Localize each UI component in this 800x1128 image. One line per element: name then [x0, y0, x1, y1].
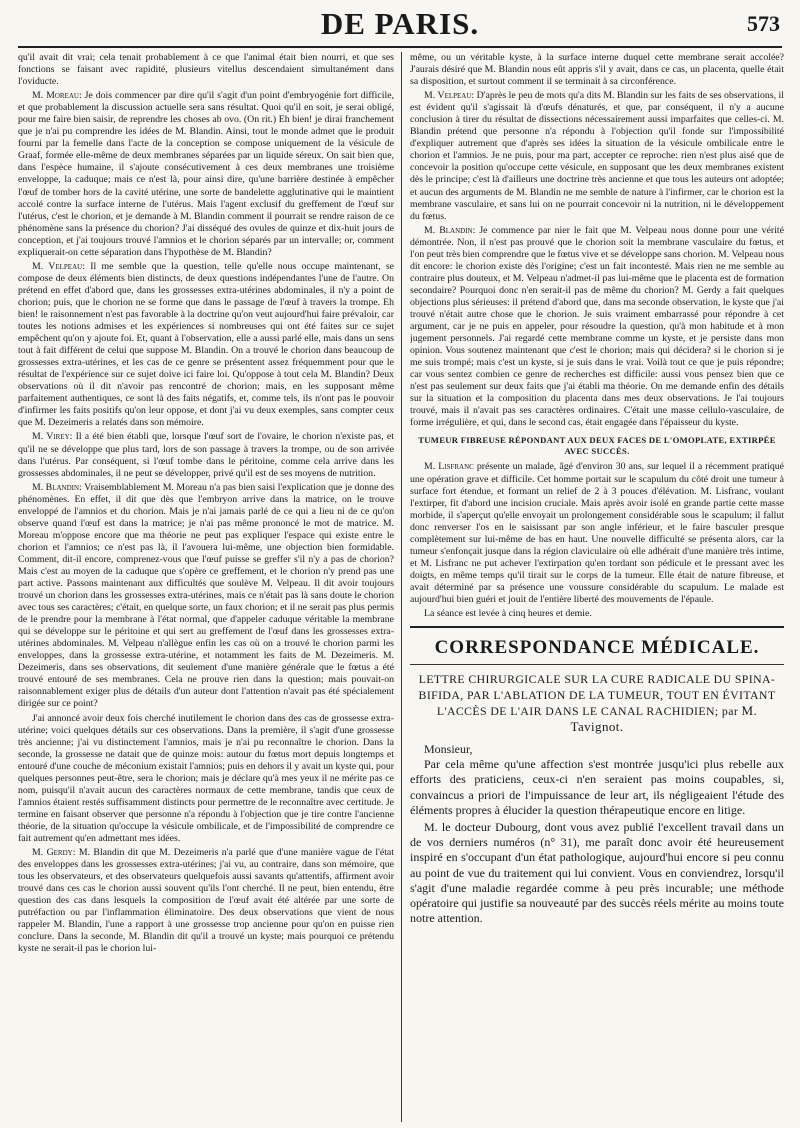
speaker-name: M. Gerdy — [32, 847, 73, 859]
case-heading: TUMEUR FIBREUSE RÉPONDANT AUX DEUX FACES DE L'OMOPLATE, EXTIRPÉE AVEC SUCCÈS. — [418, 435, 776, 457]
paragraph: qu'il avait dit vrai; cela tenait probablement à ce que l'animal était bien nourri, et que ses fonctions se faisant avec rapidité, plusieurs vitellus descendaient simultanément dans l'oviducte. — [18, 52, 394, 88]
paragraph: M. le docteur Dubourg, dont vous avez publié l'excellent travail dans un de vos derniers numéros (n° 31), me paraît donc avoir été heureusement inspiré en s'occupant d'un état pathologique, aujourd'hui encore si peu connu au point de vue du traitement qui lui convient. Vous en conviendrez, lorsqu'il s'agit d'une maladie regardée comme à peu près incurable; une méthode opératoire qui justifie sa nouveauté par des succès réels mérite au moins toute notre attention. — [410, 819, 784, 926]
paragraph: M. Blandin: Je commence par nier le fait que M. Velpeau nous donne pour une vérité démontrée. Non, il n'est pas prouvé que le chorion soit la membrane vasculaire du fœtus, et l'on peut très bien comprendre que le fœtus vive et se développe sans chorion. M. Velpeau nous dit encore: le chorion existe dès l'origine; c'est un fait incontesté. Mais rien ne me semble au contraire plus douteux, et M. Velpeau n'admet-il pas lui-même que le placenta est de formation secondaire? Pourquoi donc n'en serait-il pas de même du chorion? M. Gerdy a fait quelques objections plus sérieuses: il prétend d'abord que, dans ma seconde observation, le kyste que j'ai trouvé n'était autre chose que le chorion. Je suis vraiment embarrassé pour répondre à cet argument, car je ne puis en appeler, pour résoudre la question, qu'à mon habitude et à mon jugement personnels. J'ai regardé cette membrane comme un kyste, et je persiste dans mon opinion. Vous soutenez maintenant que c'est le chorion; mais qui décidera? si le chorion si je me suis trompé; mais c'est un kyste, si je suis dans le vrai. Voilà tout ce que je puis répondre; car vous sentez combien ce genre de recherches est difficile: aussi vous pensez bien que ce n'est pas seulement sur deux faits que j'ai établi ma théorie. On me demande enfin des détails sur la situation et la composition du placenta dans mes deux observations. Je l'ai toujours trouvé, mais il n'avait pas ses caractères ordinaires. C'était une masse cellulo-vasculaire, de forme irrégulière, et qui, dans le second cas, était engagée dans l'épaisseur du kyste. — [410, 224, 784, 429]
correspondence-section — [410, 626, 784, 926]
salutation: Monsieur, — [424, 742, 473, 757]
paragraph: M. Virey: Il a été bien établi que, lorsque l'œuf sort de l'ovaire, le chorion n'existe pas, et qu'il ne se développe que plus tard, lors de son passage à travers la trompe, ou de son arrivée dans l'utérus. Par conséquent, si l'œuf tombe dans le péritoine, comme cela arrive dans les grossesses abdominales, il ne peut se développer, privé qu'il est de ses moyens de nutrition. — [18, 431, 394, 479]
section-heading: CORRESPONDANCE MÉDICALE. — [434, 637, 760, 659]
session-closing: La séance est levée à cinq heures et demie. — [424, 608, 592, 620]
speaker-name: M. Blandin — [32, 481, 80, 493]
divider — [410, 664, 784, 665]
paragraph: M. Blandin: Vraisemblablement M. Moreau n'a pas bien saisi l'explication que je donne des phénomènes. En effet, il dit que dès que l'embryon arrive dans la matrice, on le trouve enveloppé de l'amnios et du chorion. Mais je n'ai jamais parlé de ce qui a lieu ni de ce qu'on observe quand l'œuf est dans la matrice; je n'ai pas même prononcé le mot de matrice. M. Moreau m'oppose encore que ma théorie ne peut pas expliquer l'espace qui existe entre le chorion et l'amnios; ce n'est pas là, il l'avouera lui-même, une objection bien formidable. Comment, dit-il encore, comprenez-vous que l'œuf puisse se greffer s'il n'y a pas de chorion? Mais c'est au moyen de la caduque que s'opère ce greffement, et le chorion n'y prend pas une part active. Passons maintenant aux difficultés que soulève M. Velpeau. Il dit avoir toujours trouvé un chorion dans les grossesses extra-utérines, mais ce n'était pas là sans doute le chorion avec tous ses caractères; c'était, en quelque sorte, un faux chorion; et il ne serait pas plus permis de le prendre pour la membrane à l'état normal, que d'appeler caduque véritable la membrane qui se développe sur le péritoine et qui sert au greffement de l'œuf dans les grossesses extra-utérines abdominales. M. Velpeau n'allègue enfin les cas où on a trouvé le chorion parmi les enveloppes, dans la grossesse extra-utérine, et notamment les faits de M. Dezeimeris. M. Dezeimeris, dans ses observations, dit seulement d'une manière générale que le fœtus a été trouvé entouré de ses membranes. Cela ne prouve rien dans la question; mais pouvait-on raisonnablement exiger plus de détails d'un auteur dont l'attention n'avait pas été spécialement dirigée sur ce point? — [18, 481, 394, 710]
speaker-name: M. Moreau — [32, 90, 79, 102]
running-head — [18, 6, 782, 48]
paragraph: M. Velpeau: D'après le peu de mots qu'a dits M. Blandin sur les faits de ses observations, il est évident qu'il s'agissait là d'œufs dénaturés, et que, par conséquent, il n'y a aucune conclusion à tirer du résultat de dissections nécessairement aussi imparfaites que celles-ci. M. Blandin prétend que personne n'a répondu à l'objection qu'il fonde sur l'impossibilité d'expliquer autrement que d'après ses idées la situation de la vésicule ombilicale entre le chorion et l'amnios. Je ne puis, pour ma part, accepter ce reproche: rien n'est plus aisé que de concevoir la position qu'occupe cette vésicule, en supposant que les deux membranes existent dès le principe; c'est là d'ailleurs une doctrine très ancienne et que tous les auteurs ont adoptée; et aucun des arguments de M. Blandin ne me semble de nature à l'infirmer, car le chorion est la membrane vasculaire, et sans lui on ne pourrait concevoir ni la nutrition, ni le développement du fœtus. — [410, 90, 784, 222]
page-number: 573 — [747, 11, 780, 36]
paragraph: M. Velpeau: Il me semble que la question, telle qu'elle nous occupe maintenant, se compose de deux éléments bien distincts, de deux questions indépendantes l'une de l'autre. On prétend en effet d'abord que, dans les grossesses extra-utérines abdominales, il n'y a point de chorion; puis, que le chorion ne se forme que dans le passage de l'œuf à travers la trompe. Eh bien! le raisonnement n'est pas favorable à la doctrine qu'on veut aujourd'hui faire prévaloir, car toutes les notions admises et les expériences si nombreuses qui ont été faites sur ce sujet empêchent qu'on y ajoute foi. Et, quant à l'observation, elle a aussi parlé elle, mais dans un sens tout à fait différent de celui que suppose M. Blandin. On a trouvé le chorion dans beaucoup de grossesses extra-utérines, et les cas de ce genre se présentent assez fréquemment pour que le résultat de l'expérience sur ce sujet doive ici faire loi. Qu'oppose à tout cela M. Blandin? Deux observations où il dit n'avoir pas rencontré de chorion; mais, en les supposant même parfaitement authentiques, ce sont là des faits négatifs, et, comme tels, ils n'ont pas le pouvoir d'infirmer les faits positifs qu'on leur oppose, et dont j'ai vu deux exemples, sans compter ceux que M. Dezeimeris a relatés dans son mémoire. — [18, 260, 394, 429]
page-title: DE PARIS. — [320, 6, 480, 41]
paragraph: même, ou un véritable kyste, à la surface interne duquel cette membrane serait accolée? J'aurais désiré que M. Blandin nous eût appris s'il y avait, dans ce cas, un placenta, quelle était sa disposition, et surtout comment il se terminait à sa circonférence. — [410, 52, 784, 88]
paragraph: M. Gerdy: M. Blandin dit que M. Dezeimeris n'a parlé que d'une manière vague de l'état des enveloppes dans les grossesses extra-utérines; j'ai vu, au contraire, dans son mémoire, que tous les observateurs, et des observateurs quelquefois aussi savants qu'attentifs, affirment avoir trouvé dans ces cas le chorion aussi souvent qu'ils l'ont cherché. Il ne peut, bien entendu, être question des cas dans lesquels la composition de l'œuf avait été altérée par une sorte de putréfaction ou par l'inflammation éliminatoire. Des deux observations que vient de nous rappeler M. Blandin, l'une a rapport à une grossesse trop ancienne pour qu'on en puisse rien conclure. Dans la seconde, M. Blandin dit qu'il a trouvé un kyste; mais pourquoi ce prétendu kyste ne serait-il pas le chorion lui- — [18, 847, 394, 955]
letter-author: M. Tavignot. — [570, 703, 758, 735]
paragraph: M. Moreau: Je dois commencer par dire qu'il s'agit d'un point d'embryogénie fort difficile, et que probablement la discussion actuelle sera sans résultat. Quoi qu'il en soit, je serai obligé, pour me faire bien saisir, de reprendre les choses ab ovo. (On rit.) Eh bien! je dirai franchement que je n'ai pu comprendre les idées de M. Blandin. Ainsi, tout le monde admet que le produit fourni par la femelle dans l'acte de la conception se compose uniquement de la vésicule de Graaf, formée elle-même de deux membranes séparées par un liquide séreux. On sait bien que, dans l'espèce humaine, il s'ajoute consécutivement à ces deux membranes une troisième enveloppe, la caduque; mais ce n'est là, pour ainsi dire, qu'une barrière destinée à empêcher l'œuf de tomber hors de la cavité utérine, une sorte de bandelette agglutinative qui le maintient accolé contre la surface interne de l'utérus. Mais l'agent exclusif du greffement de l'œuf sur l'utérus, c'est le chorion, et je demande à M. Blandin comment il pourrait se rendre raison de ce phénomène sans la présence du chorion? J'ai disséqué des ovules de quinze et dix-huit jours de conception, et j'ai toujours trouvé l'amnios et le chorion séparés par un intervalle; or, comment expliquerait-on cette séparation dans l'hypothèse de M. Blandin? — [18, 90, 394, 258]
speaker-name: M. Velpeau — [32, 260, 83, 272]
paragraph: Par cela même qu'une affection s'est montrée jusqu'ici plus rebelle aux efforts des praticiens, ceux-ci n'en seraient pas moins coupables, si, convaincus a priori de l'impuissance de leur art, ils négligeaient l'étude des éléments propres à élucider la question thérapeutique encore en litige. — [410, 757, 784, 817]
speaker-name: M. Virey — [32, 431, 70, 443]
paragraph: M. Lisfranc présente un malade, âgé d'environ 30 ans, sur lequel il a récemment pratiqué une opération grave et difficile. Cet homme portait sur le scapulum du côté droit une tumeur à surface fort étendue, et formant un relief de 2 à 3 pouces d'élévation. M. Lisfranc, voulant l'extirper, fit d'abord une incision cruciale. Mais après avoir isolé en grande partie cette masse morbide, il s'aperçut qu'elle envoyait un prolongement considérable sous le scapulum; il fallut donc renverser l'os en le saisissant par son angle inférieur, et le faire basculer presque complètement sur lui-même de bas en haut. Une nouvelle difficulté se présenta alors, car la tumeur s'enfonçait jusque dans la région claviculaire où elle adhérait d'une manière très intime, et M. Lisfranc ne put achever l'extirpation qu'en tordant son pédicule et le pressant avec les doigts, en même temps qu'il tirait sur le corps de la tumeur. Elle était de nature fibreuse, et avait déterminé par sa présence une voussure considérable du scapulum. Le malade est aujourd'hui bien guéri et jouit de l'entière liberté des mouvements de l'épaule. — [410, 461, 784, 605]
letter-title: LETTRE CHIRURGICALE SUR LA CURE RADICALE DU SPINA-BIFIDA, PAR L'ABLATION DE LA TUMEUR, TOUT EN ÉVITANT L'ACCÈS DE L'AIR DANS LE CANAL RACHIDIEN; par M. Tavignot. — [418, 672, 776, 735]
left-column — [18, 52, 394, 1122]
column-divider — [401, 52, 402, 1122]
right-column — [410, 52, 784, 1122]
speaker-name: M. Lisfranc — [424, 461, 474, 473]
speaker-name: M. Blandin — [424, 224, 473, 236]
paragraph: J'ai annoncé avoir deux fois cherché inutilement le chorion dans des cas de grossesse extra-utérine; voici quelques détails sur ces observations. Dans la première, il s'agit d'une grossesse très ancienne; j'ai vu distinctement l'amnios, mais je n'ai pu reconnaître le chorion. Dans la seconde, la grossesse ne datait que de quinze mois: autour du fœtus mort depuis longtemps et entouré d'une couche de méconium existait l'amnios; puis en dehors il y avait un kyste qui, pour quelques personnes peut-être, sera le chorion; mais je déclare qu'à mes yeux il ne mérite pas ce nom, puisqu'il n'avait aucun des caractères normaux de cette membrane, tandis que ceux de l'amnios étaient restés suffisamment distincts pour permettre de le reconnaître avec certitude. Je termine en faisant observer que personne n'a répondu à l'objection que je tire contre l'ancienne théorie, de la situation qu'occupe la vésicule ombilicale, et de l'impossibilité de comprendre ce fait autrement qu'en admettant mes idées. — [18, 712, 394, 844]
speaker-name: M. Velpeau — [424, 90, 472, 102]
